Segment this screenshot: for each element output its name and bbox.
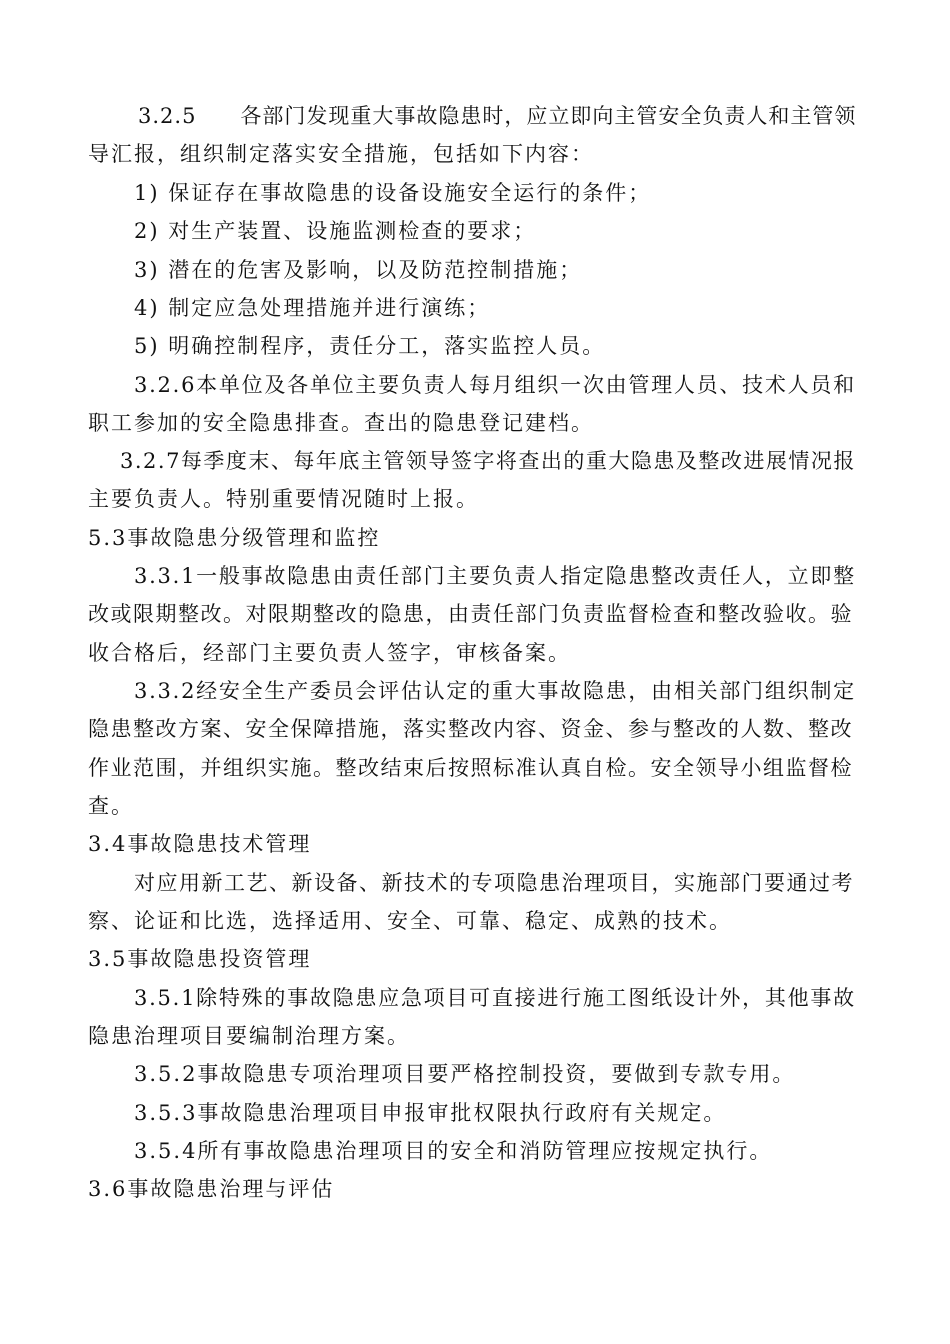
text-line-2: 导汇报，组织制定落实安全措施，包括如下内容： — [88, 142, 594, 166]
text-line-28: 3.5.4所有事故隐患治理项目的安全和消防管理应按规定执行。 — [134, 1139, 773, 1163]
text-line-8: 3.2.6本单位及各单位主要负责人每月组织一次由管理人员、技术人员和 — [134, 373, 856, 397]
text-line-3: 1) 保证存在事故隐患的设备设施安全运行的条件； — [134, 181, 652, 205]
text-line-27: 3.5.3事故隐患治理项目申报审批权限执行政府有关规定。 — [134, 1101, 727, 1125]
section-heading-5-3: 5.3事故隐患分级管理和监控 — [88, 526, 381, 550]
text-line-25: 隐患治理项目要编制治理方案。 — [88, 1024, 410, 1048]
text-line-10: 3.2.7每季度末、每年底主管领导签字将查出的重大隐患及整改进展情况报 — [120, 449, 856, 473]
text-line-4: 2) 对生产装置、设施监测检查的要求； — [134, 219, 537, 243]
text-line-22: 察、论证和比选，选择适用、安全、可靠、稳定、成熟的技术。 — [88, 909, 732, 933]
text-line-9: 职工参加的安全隐患排查。查出的隐患登记建档。 — [88, 411, 594, 435]
section-heading-3-6: 3.6事故隐患治理与评估 — [88, 1177, 335, 1201]
text-line-24: 3.5.1除特殊的事故隐患应急项目可直接进行施工图纸设计外，其他事故 — [134, 986, 856, 1010]
text-line-15: 收合格后，经部门主要负责人签字，审核备案。 — [88, 641, 571, 665]
text-line-18: 作业范围，并组织实施。整改结束后按照标准认真自检。安全领导小组监督检 — [88, 756, 853, 780]
text-line-17: 隐患整改方案、安全保障措施，落实整改内容、资金、参与整改的人数、整改 — [88, 717, 853, 741]
text-line-11: 主要负责人。特别重要情况随时上报。 — [88, 487, 479, 511]
text-line-19: 查。 — [88, 794, 134, 818]
text-line-21: 对应用新工艺、新设备、新技术的专项隐患治理项目，实施部门要通过考 — [134, 871, 854, 895]
section-heading-3-4: 3.4事故隐患技术管理 — [88, 832, 312, 856]
text-line-13: 3.3.1一般事故隐患由责任部门主要负责人指定隐患整改责任人，立即整 — [134, 564, 856, 588]
section-heading-3-5: 3.5事故隐患投资管理 — [88, 947, 312, 971]
text-line-16: 3.3.2经安全生产委员会评估认定的重大事故隐患，由相关部门组织制定 — [134, 679, 856, 703]
text-line-7: 5) 明确控制程序，责任分工，落实监控人员。 — [134, 334, 606, 358]
text-line-5: 3) 潜在的危害及影响，以及防范控制措施； — [134, 258, 583, 282]
text-line-1: 3.2.5 各部门发现重大事故隐患时，应立即向主管安全负责人和主管领 — [138, 104, 857, 128]
text-line-6: 4) 制定应急处理措施并进行演练； — [134, 296, 491, 320]
text-line-26: 3.5.2事故隐患专项治理项目要严格控制投资，要做到专款专用。 — [134, 1062, 796, 1086]
text-line-14: 改或限期整改。对限期整改的隐患，由责任部门负责监督检查和整改验收。验 — [88, 602, 853, 626]
